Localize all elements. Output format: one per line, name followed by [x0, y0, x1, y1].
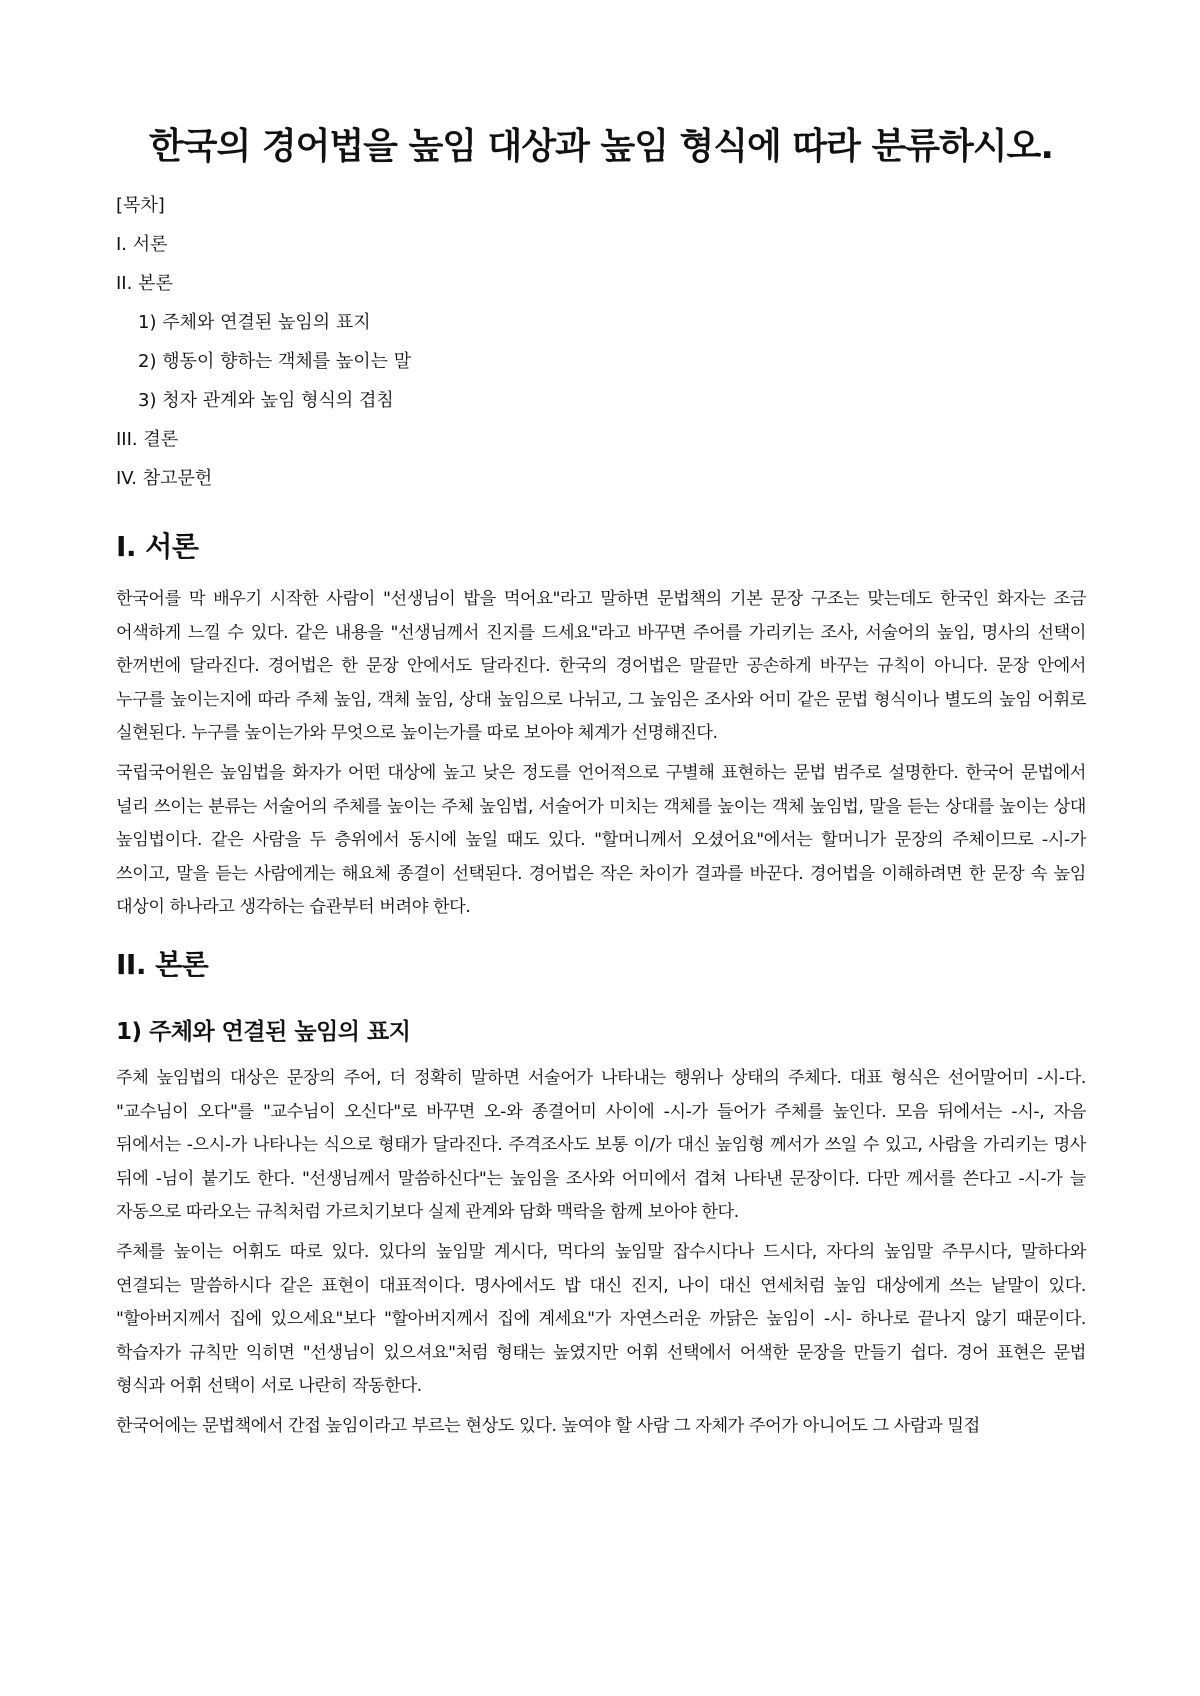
toc-item-intro: I. 서론: [116, 234, 168, 255]
toc-heading: [목차]: [116, 195, 165, 216]
toc-item-body-2: 2) 행동이 향하는 객체를 높이는 말: [138, 351, 412, 372]
toc-item-body-1: 1) 주체와 연결된 높임의 표지: [138, 312, 371, 333]
section-intro: [116, 525, 1086, 925]
toc-item-references: IV. 참고문헌: [116, 468, 213, 489]
intro-paragraph-1: 한국어를 막 배우기 시작한 사람이 "선생님이 밥을 먹어요"라고 말하면 문법책의 기본 문장 구조는 맞는데도 한국인 화자는 조금 어색하게 느낄 수 있다. 같은 내용을 "선생님께서 진지를 드세요"라고 바꾸면 주어를 가리키는 조사, 서술어의 높임, 명사의 선택이 한꺼번에 달라진다. 경어법은 한 문장 안에서도 달라진다. 한국의 경어법은 말끝만 공손하게 바꾸는 규칙이 아니다. 문장 안에서 누구를 높이는지에 따라 주체 높임, 객체 높임, 상대 높임으로 나뉘고, 그 높임은 조사와 어미 같은 문법 형식이나 별도의 높임 어휘로 실현된다. 누구를 높이는가와 무엇으로 높이는가를 따로 보아야 체계가 선명해진다.: [116, 589, 1086, 744]
toc-list: [116, 195, 1086, 507]
toc-item-body-3: 3) 청자 관계와 높임 형식의 겹침: [138, 390, 394, 411]
toc-item-body: II. 본론: [116, 273, 173, 294]
section-body: [116, 943, 1086, 1444]
section-heading-body: II. 본론: [116, 947, 209, 981]
section-heading-intro: I. 서론: [116, 530, 199, 563]
intro-paragraph-2: 국립국어원은 높임법을 화자가 어떤 대상에 높고 낮은 정도를 언어적으로 구별해 표현하는 문법 범주로 설명한다. 한국어 문법에서 널리 쓰이는 분류는 서술어의 주체를 높이는 주체 높임법, 서술어가 미치는 객체를 높이는 객체 높임법, 말을 듣는 상대를 높이는 상대 높임법이다. 같은 사람을 두 층위에서 동시에 높일 때도 있다. "할머니께서 오셨어요"에서는 할머니가 문장의 주체이므로 -시-가 쓰이고, 말을 듣는 사람에게는 해요체 종결이 선택된다. 경어법은 작은 차이가 결과를 바꾼다. 경어법을 이해하려면 한 문장 속 높임 대상이 하나라고 생각하는 습관부터 버려야 한다.: [116, 762, 1086, 918]
document-title: 한국의 경어법을 높임 대상과 높임 형식에 따라 분류하시오.: [148, 126, 1054, 167]
subsection-heading-1: 1) 주체와 연결된 높임의 표지: [116, 1018, 411, 1045]
toc-item-conclusion: III. 결론: [116, 429, 179, 450]
body-paragraph-3: 한국어에는 문법책에서 간접 높임이라고 부르는 현상도 있다. 높여야 할 사람 그 자체가 주어가 아니어도 그 사람과 밀접: [116, 1415, 980, 1436]
document-page: [116, 118, 1086, 1449]
table-of-contents: [116, 195, 1086, 507]
body-paragraph-2: 주체를 높이는 어휘도 따로 있다. 있다의 높임말 계시다, 먹다의 높임말 잡수시다나 드시다, 자다의 높임말 주무시다, 말하다와 연결되는 말씀하시다 같은 표현이 대표적이다. 명사에서도 밥 대신 진지, 나이 대신 연세처럼 높임 대상에게 쓰는 낱말이 있다. "할아버지께서 집에 있으세요"보다 "할아버지께서 집에 계세요"가 자연스러운 까닭은 높임이 -시- 하나로 끝나지 않기 때문이다. 학습자가 규칙만 익히면 "선생님이 있으셔요"처럼 형태는 높였지만 어휘 선택에서 어색한 문장을 만들기 쉽다. 경어 표현은 문법 형식과 어휘 선택이 서로 나란히 작동한다.: [116, 1241, 1086, 1397]
body-paragraph-1: 주체 높임법의 대상은 문장의 주어, 더 정확히 말하면 서술어가 나타내는 행위나 상태의 주체다. 대표 형식은 선어말어미 -시-다. "교수님이 오다"를 "교수님이 오신다"로 바꾸면 오-와 종결어미 사이에 -시-가 들어가 주체를 높인다. 모음 뒤에서는 -시-, 자음 뒤에서는 -으시-가 나타나는 식으로 형태가 달라진다. 주격조사도 보통 이/가 대신 높임형 께서가 쓰일 수 있고, 사람을 가리키는 명사 뒤에 -님이 붙기도 한다. "선생님께서 말씀하신다"는 높임을 조사와 어미에서 겹쳐 나타낸 문장이다. 다만 께서를 쓴다고 -시-가 늘 자동으로 따라오는 규칙처럼 가르치기보다 실제 관계와 담화 맥락을 함께 보아야 한다.: [116, 1067, 1086, 1223]
